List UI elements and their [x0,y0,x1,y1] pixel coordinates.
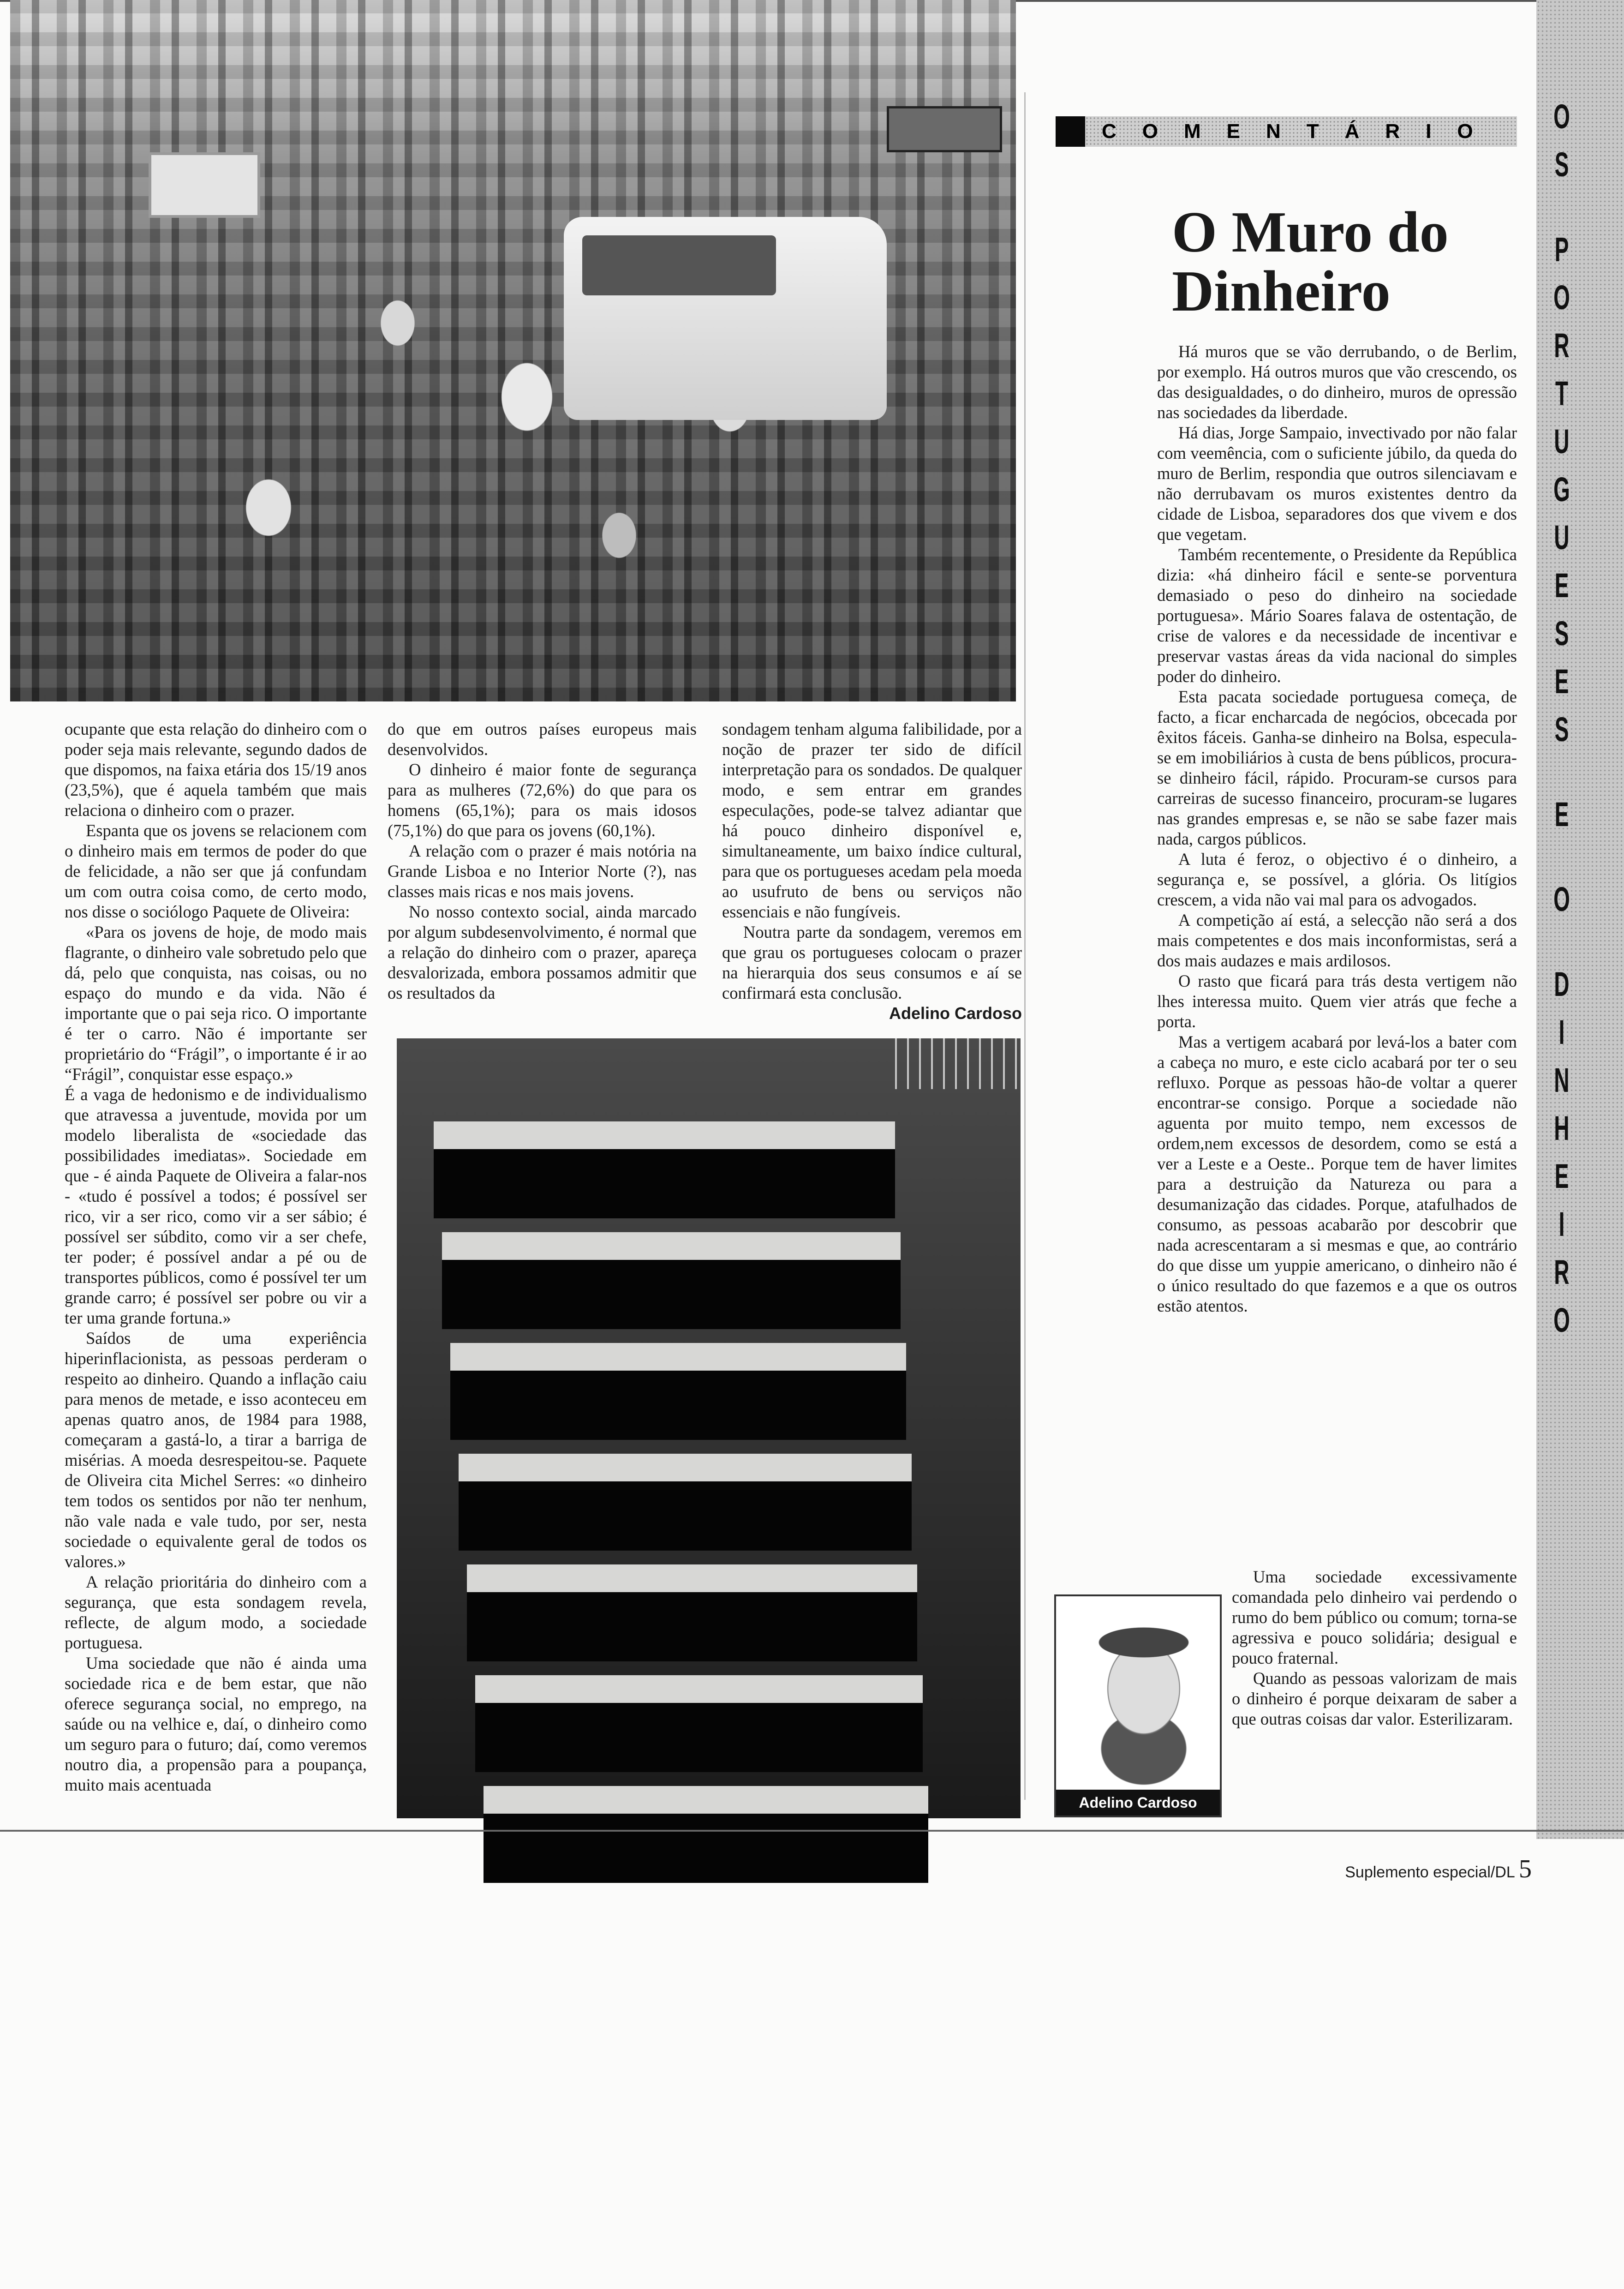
article-paragraph: É a vaga de hedonismo e de individualismo que atravessa a juventude, movida por um modelo liberalista de «sociedade das possibilidades imediatas». Sociedade em que - é ainda Paquete de Oliveira a falar-nos - «tudo é possível a todos; é possível ser rico, vir a ser rico, como vir a ser sábio; é possível ser súbdito, como vir a ser chefe, ter poder; é possível andar a pé ou de transportes públicos, como é possível ter um grande carro; é possível ser pobre ou vir a ter uma grande fortuna.» [65,1085,367,1327]
article-paragraph: sondagem tenham alguma falibilidade, por a noção de prazer ter sido de difícil interpretação para os sondados. De qualquer modo, e sem entrar em grandes especulações, pode-se talvez adiantar que há pouco dinheiro disponível e, simultaneamente, um baixo índice cultural, para que os portugueses acedam pela moeda ao usufruto de bens ou serviços não essenciais e não fungíveis. [722,719,1022,921]
article-paragraph: Espanta que os jovens se relacionem com o dinheiro mais em termos de poder do que de felicidade, a não ser que já confundam um com outra coisa como, de certo modo, nos disse o sociólogo Paquete de Oliveira: [65,821,367,921]
van [564,217,887,420]
balcony-slab [475,1675,923,1703]
balcony-slab [459,1454,912,1481]
page-footer [1315,1854,1532,1884]
strip-letter: O [1553,880,1570,918]
side-strip [1536,0,1624,1839]
crowd-street-photo [10,0,1016,701]
article-paragraph: A relação prioritária do dinheiro com a segurança, que esta sondagem revela, reflecte, de algum modo, a sociedade portuguesa. [65,1572,367,1652]
strip-letter: H [1554,1109,1570,1147]
article-column-3 [722,719,1022,1024]
commentary-paragraph: Também recentemente, o Presidente da República dizia: «há dinheiro fácil e sente-se porventura demasiado o peso do dinheiro na sociedade portuguesa». Mário Soares falava de ostentação, de crise de valores e da necessidade de incentivar e preservar vastas áreas da vida nacional do simples poder do dinheiro. [1157,545,1517,686]
strip-letter: S [1554,145,1569,184]
strip-letter: O [1553,97,1570,136]
article-column-1 [65,719,367,1795]
article-paragraph: «Para os jovens de hoje, de modo mais flagrante, o dinheiro vale sobretudo pelo que dá, pelo que conquista, nas coisas, ou no espaço do mundo e da vida. Não é importante que o pai seja rico. O importante é ter o carro. Não é importante ser proprietário do “Frágil”, o importante é ir ao “Frágil”, conquistar esse espaço.» [65,923,367,1084]
page-bottom-rule [0,1830,1624,1832]
strip-letter: E [1554,1157,1569,1195]
article-paragraph: A relação com o prazer é mais notória na Grande Lisboa e no Interior Norte (?), nas classes mais ricas e nos mais jovens. [388,841,697,901]
article-column-2 [388,719,697,1003]
article-paragraph: Uma sociedade que não é ainda uma sociedade rica e de bem estar, que não oferece segurança social, no emprego, na saúde ou na velhice e, daí, o dinheiro como um seguro para o futuro; daí, como veremos noutro dia, a propensão para a poupança, muito mais acentuada [65,1654,367,1794]
strip-letter: U [1554,518,1570,557]
balcony-slab [442,1232,901,1260]
building-balconies-photo [397,1038,1021,1818]
strip-letter: R [1554,1253,1570,1291]
footer-label: Suplemento especial/DL [1345,1864,1515,1881]
commentary-paragraph: Esta pacata sociedade portuguesa começa, de facto, a ficar encharcada de negócios, obcecada por êxitos fáceis. Ganha-se dinheiro na Bolsa, especula-se em imobiliários à custa de bens públicos, procura-se dinheiro fácil, rápido. Procuram-se cursos para carreiras de sucesso financeiro, procuram-se lugares nas grandes empresas e, se não se sabe fazer mais nada, cargos públicos. [1157,687,1517,848]
author-portrait [1054,1594,1222,1817]
strip-letter: I [1558,1205,1565,1243]
section-label: COMENTÁRIO [1102,120,1499,143]
strip-letter: O [1553,1301,1570,1339]
article-paragraph: O dinheiro é maior fonte de segurança para as mulheres (72,6%) do que para os homens (65,1%); para os mais idosos (75,1%) do que para os jovens (60,1%). [388,760,697,840]
commentary-paragraph: O rasto que ficará para trás desta vertigem não lhes interessa muito. Quem vier atrás que feche a porta. [1157,971,1517,1031]
balcony-slab [467,1564,917,1592]
article-paragraph: ocupante que esta relação do dinheiro com o poder seja mais relevante, segundo dados de que dispomos, na faixa etária dos 15/19 anos (23,5%), que é aquela também que mais relaciona o dinheiro com o prazer. [65,719,367,820]
strip-letter: T [1555,374,1569,413]
commentary-column-lower [1232,1567,1517,1729]
column-divider [1024,92,1026,1800]
portrait-caption: Adelino Cardoso [1056,1790,1220,1816]
strip-letter: E [1554,795,1569,833]
strip-letter: D [1554,965,1570,1003]
section-banner [1056,116,1517,147]
page-number: 5 [1519,1855,1532,1883]
strip-letter: P [1554,230,1569,269]
article-paragraph: Noutra parte da sondagem, veremos em que grau os portugueses colocam o prazer na hierarquia dos seus consumos e aí se confirmará esta conclusão. [722,923,1022,1002]
headline: O Muro do Dinheiro [1172,200,1449,324]
strip-letter: I [1558,1013,1565,1051]
commentary-paragraph: A luta é feroz, o objectivo é o dinheiro, a segurança e, se possível, a glória. Os litígios crescem, a vida não vai mal para os advogados. [1157,850,1517,909]
balcony-slab [434,1121,895,1149]
article-signature: Adelino Cardoso [889,1004,1022,1023]
commentary-paragraph: Há dias, Jorge Sampaio, invectivado por não falar com veemência, com o suficiente júbilo, da queda do muro de Berlim, respondia que outros silenciavam e não derrubavam os muros existentes dentro da cidade de Lisboa, separadores dos que vivem e dos que vegetam. [1157,423,1517,544]
article-paragraph: No nosso contexto social, ainda marcado por algum subdesenvolvimento, é normal que a relação do dinheiro com o prazer, apareça desvalorizada, embora possamos admitir que os resultados da [388,902,697,1002]
strip-letter: R [1554,326,1570,365]
commentary-paragraph: Uma sociedade excessivamente comandada pelo dinheiro vai perdendo o rumo do bem público ou comum; torna-se agressiva e pouco solidária; desigual e pouco fraternal. [1232,1567,1517,1667]
article-paragraph: do que em outros países europeus mais desenvolvidos. [388,719,697,759]
commentary-column-upper [1157,342,1517,1316]
author-face [1075,1610,1199,1786]
strip-letter: U [1554,422,1570,461]
strip-letter: S [1554,710,1569,749]
commentary-paragraph: Mas a vertigem acabará por levá-los a bater com a cabeça no muro, e este ciclo acabará por ter o seu refluxo. Porque as pessoas hão-de voltar a querer encontrar-se consigo. Porque a sociedade não aguenta por muito tempo, nem excessos de ordem,nem excessos de desordem, como se está a ver a Leste e a Oeste.. Porque tem de haver limites para a destruição da Natureza ou para a desumanização das cidades. Porque, atafulhados de consumo, as pessoas acabarão por descobrir que nada acrescentaram a si mesmas e que, ao contrário do que disse um yuppie americano, o dinheiro não é o único resultado do que fazemos e a que os outros estão atentos. [1157,1032,1517,1315]
balcony-slab [484,1786,928,1814]
strip-letter: N [1554,1061,1570,1099]
strip-letter: E [1554,566,1569,605]
strip-letter: E [1554,662,1569,701]
article-paragraph: Saídos de uma experiência hiperinflacionista, as pessoas perderam o respeito ao dinheiro. Quando a inflação caiu para menos de metade, e isso aconteceu em apenas quatro anos, de 1984 para 1988, começaram a gastá-lo, a tirar a barriga de misérias. A moeda desrespeitou-se. Paquete de Oliveira cita Michel Serres: «o dinheiro tem todos os sentidos por não ter nenhum, não vale nada e vale tudo, por ser, nesta sociedade o equivalente geral de todos os valores.» [65,1329,367,1571]
strip-letter: G [1553,470,1570,509]
strip-letter: S [1554,614,1569,653]
commentary-paragraph: Quando as pessoas valorizam de mais o dinheiro é porque deixaram de saber a que outras coisas dar valor. Esterilizaram. [1232,1669,1517,1728]
banner-square-icon [1056,116,1085,147]
storefront-sign [149,152,260,218]
railing [895,1038,1024,1089]
shop-sign [887,106,1002,152]
balcony-slab [450,1343,906,1371]
commentary-paragraph: Há muros que se vão derrubando, o de Berlim, por exemplo. Há outros muros que vão crescendo, os das desigualdades, o do dinheiro, muros de opressão nas sociedades da liberdade. [1157,342,1517,422]
strip-letter: O [1553,278,1570,317]
commentary-paragraph: A competição aí está, a selecção não será a dos mais competentes e dos mais inconformistas, será a dos mais audazes e mais ardilosos. [1157,911,1517,970]
